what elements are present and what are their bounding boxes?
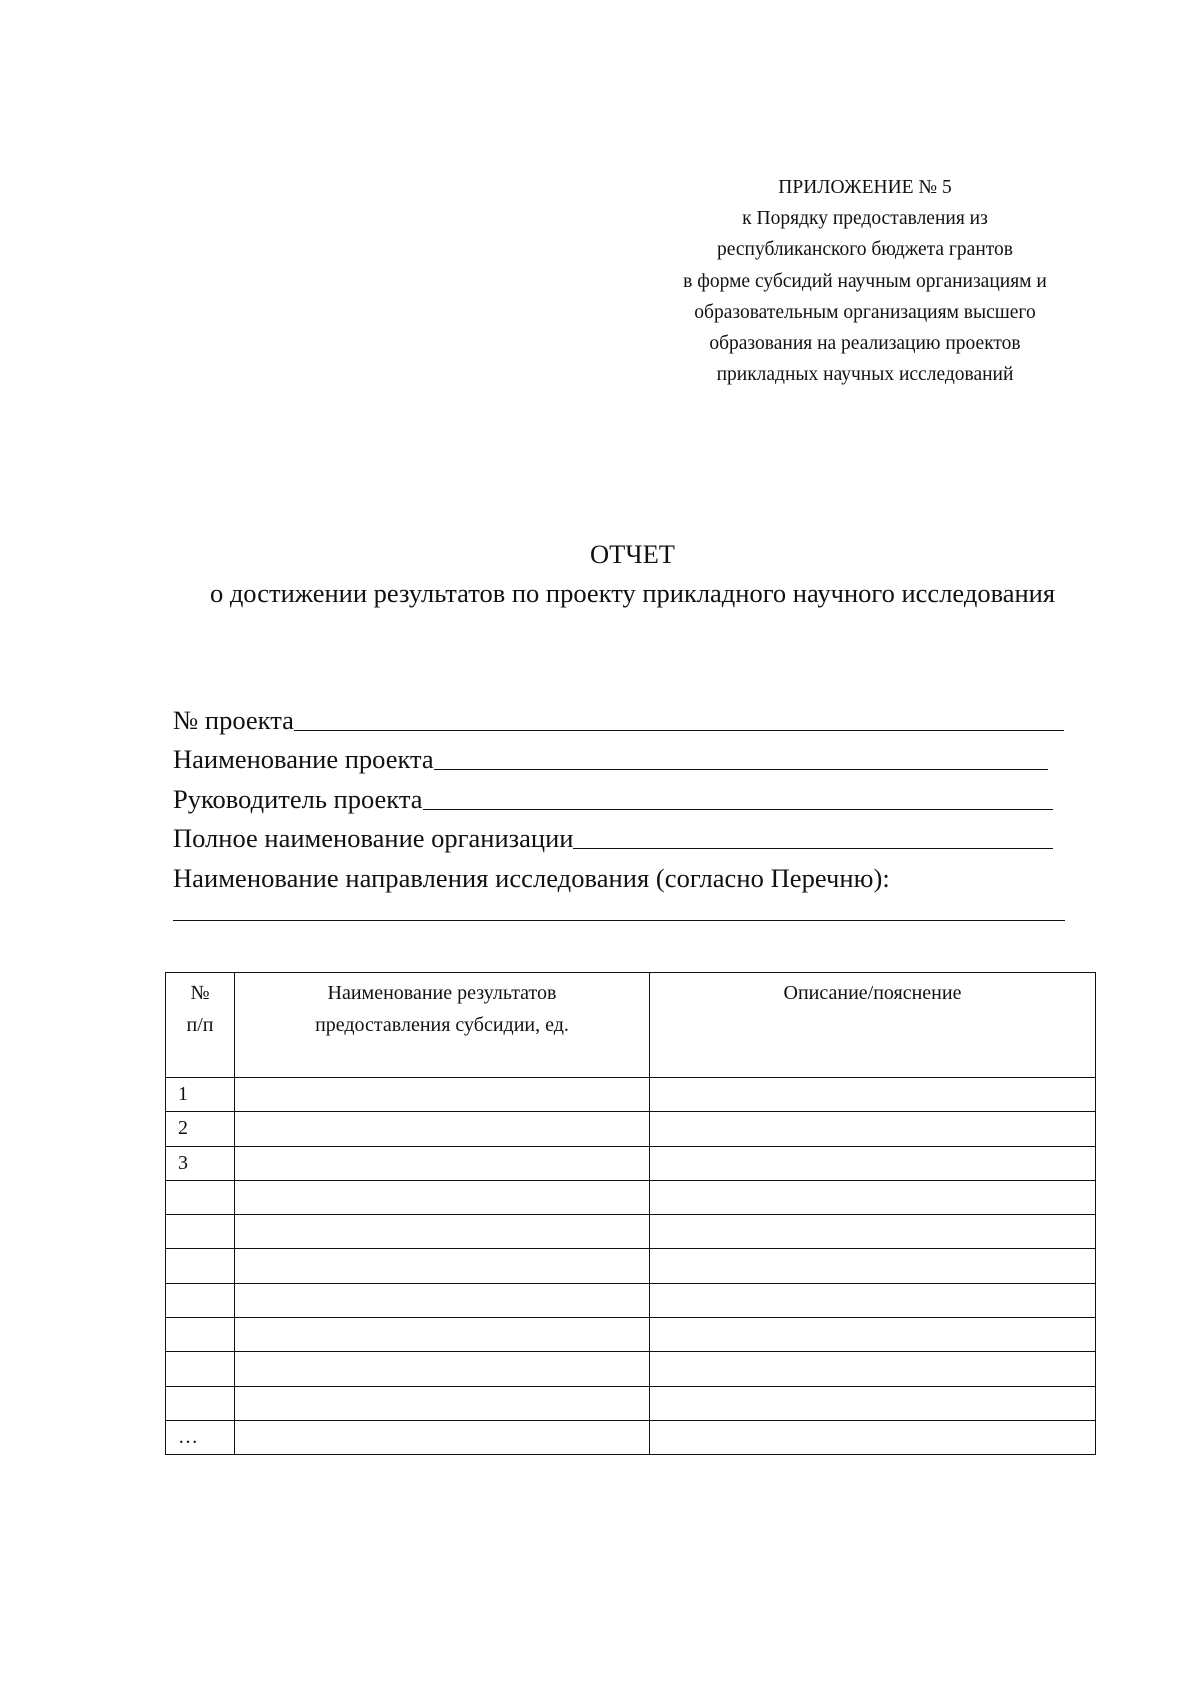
row-number — [166, 1180, 235, 1214]
header-results — [235, 973, 650, 1078]
row-number — [166, 1283, 235, 1317]
table-row — [166, 1386, 1096, 1420]
result-cell[interactable] — [235, 1420, 650, 1454]
description-cell[interactable] — [650, 1283, 1096, 1317]
project-name-label: Наименование проекта — [173, 744, 434, 774]
result-cell[interactable] — [235, 1078, 650, 1112]
report-title: ОТЧЕТ — [590, 539, 675, 569]
row-number: 1 — [166, 1078, 235, 1112]
project-name-line[interactable] — [434, 769, 1048, 770]
project-name-field[interactable] — [173, 736, 1093, 776]
description-cell[interactable] — [650, 1180, 1096, 1214]
annex-line: в форме субсидий научным организациям и — [683, 270, 1047, 292]
row-number — [166, 1318, 235, 1352]
row-number: 2 — [166, 1112, 235, 1146]
report-subtitle: о достижении результатов по проекту прикладного научного исследования — [209, 578, 1056, 608]
results-table — [165, 972, 1096, 1455]
row-number: 3 — [166, 1146, 235, 1180]
header-number-line2: п/п — [186, 1014, 214, 1036]
description-cell[interactable] — [650, 1078, 1096, 1112]
research-direction-line[interactable] — [173, 920, 1065, 921]
annex-header — [620, 172, 1110, 390]
annex-line: образования на реализацию проектов — [709, 333, 1021, 355]
result-cell[interactable] — [235, 1215, 650, 1249]
row-number: … — [166, 1420, 235, 1454]
header-number — [166, 973, 235, 1078]
result-cell[interactable] — [235, 1352, 650, 1386]
table-row — [166, 1112, 1096, 1146]
research-direction-field — [173, 854, 1093, 894]
annex-line: ПРИЛОЖЕНИЕ № 5 — [778, 177, 952, 198]
annex-line: образовательным организациям высшего — [694, 301, 1036, 323]
table-row — [166, 1078, 1096, 1112]
org-full-name-field[interactable] — [173, 815, 1093, 855]
result-cell[interactable] — [235, 1249, 650, 1283]
header-results-line1: Наименование результатов — [327, 982, 557, 1004]
annex-line: прикладных научных исследований — [716, 364, 1014, 386]
research-direction-label: Наименование направления исследования (согласно Перечню): — [173, 862, 890, 893]
report-fields — [173, 696, 1093, 894]
header-results-line2: предоставления субсидии, ед. — [315, 1014, 569, 1036]
header-description-text: Описание/пояснение — [783, 982, 962, 1004]
table-row — [166, 1180, 1096, 1214]
org-full-name-line[interactable] — [573, 848, 1053, 849]
project-number-field[interactable] — [173, 696, 1093, 736]
table-row — [166, 1215, 1096, 1249]
annex-line: республиканского бюджета грантов — [716, 239, 1013, 261]
row-number — [166, 1352, 235, 1386]
description-cell[interactable] — [650, 1386, 1096, 1420]
description-cell[interactable] — [650, 1420, 1096, 1454]
row-number — [166, 1215, 235, 1249]
project-lead-field[interactable] — [173, 775, 1093, 815]
project-number-label: № проекта — [173, 704, 294, 735]
description-cell[interactable] — [650, 1249, 1096, 1283]
org-full-name-label: Полное наименование организации — [173, 823, 574, 853]
row-number — [166, 1249, 235, 1283]
description-cell[interactable] — [650, 1112, 1096, 1146]
table-row — [166, 1249, 1096, 1283]
description-cell[interactable] — [650, 1318, 1096, 1352]
header-number-line1: № — [190, 982, 210, 1004]
table-row — [166, 1318, 1096, 1352]
row-number — [166, 1386, 235, 1420]
result-cell[interactable] — [235, 1180, 650, 1214]
header-description — [650, 973, 1096, 1078]
result-cell[interactable] — [235, 1318, 650, 1352]
project-lead-line[interactable] — [423, 809, 1053, 810]
result-cell[interactable] — [235, 1386, 650, 1420]
project-lead-label: Руководитель проекта — [173, 783, 423, 814]
result-cell[interactable] — [235, 1283, 650, 1317]
description-cell[interactable] — [650, 1215, 1096, 1249]
annex-line: к Порядку предоставления из — [742, 208, 988, 230]
result-cell[interactable] — [235, 1112, 650, 1146]
description-cell[interactable] — [650, 1352, 1096, 1386]
table-row — [166, 1352, 1096, 1386]
description-cell[interactable] — [650, 1146, 1096, 1180]
table-row — [166, 1146, 1096, 1180]
table-row — [166, 1420, 1096, 1454]
result-cell[interactable] — [235, 1146, 650, 1180]
project-number-line[interactable] — [294, 730, 1064, 731]
table-row — [166, 1283, 1096, 1317]
table-header-row — [166, 973, 1096, 1078]
